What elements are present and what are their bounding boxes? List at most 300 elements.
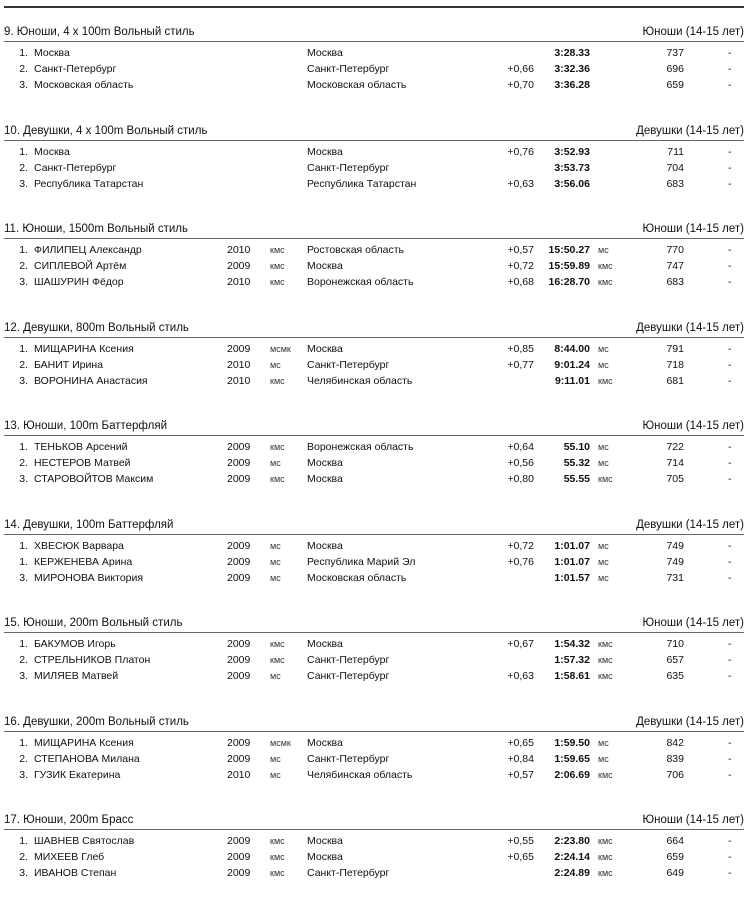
reaction-time: +0,76 [507,146,534,158]
athlete-name: Москва [34,146,70,158]
result-rank: кмс [598,770,613,780]
result-row [4,473,744,489]
sport-rank: кмс [270,868,285,878]
result-row [4,359,744,375]
region: Москва [307,851,343,863]
event-header [4,813,744,830]
birth-year: 2009 [227,835,251,847]
results-list [4,47,744,95]
sport-rank: кмс [270,836,285,846]
region: Москва [307,457,343,469]
athlete-name: СТАРОВОЙТОВ Максим [34,473,154,485]
region: Воронежская область [307,441,414,453]
birth-year: 2010 [227,244,251,256]
event-age-group: Девушки (14-15 лет) [636,519,744,531]
region: Санкт-Петербург [307,867,390,879]
event-header [4,321,744,338]
result-rank: кмс [598,639,613,649]
points: 718 [666,359,684,371]
result-row [4,276,744,292]
event-title: 10. Девушки, 4 x 100m Вольный стиль [4,125,208,137]
points: 705 [666,473,684,485]
event-header [4,518,744,535]
result-rank: кмс [598,836,613,846]
athlete-name: НЕСТЕРОВ Матвей [34,457,131,469]
region: Москва [307,473,343,485]
event-block [4,715,744,785]
birth-year: 2009 [227,556,251,568]
result-time: 1:57.32 [554,654,590,666]
region: Санкт-Петербург [307,63,390,75]
region: Санкт-Петербург [307,753,390,765]
birth-year: 2009 [227,441,251,453]
athlete-name: СТЕПАНОВА Милана [34,753,140,765]
athlete-name: ШАВНЕВ Святослав [34,835,135,847]
birth-year: 2009 [227,737,251,749]
reaction-time: +0,65 [507,737,534,749]
points: 657 [666,654,684,666]
event-age-group: Девушки (14-15 лет) [636,322,744,334]
result-row [4,556,744,572]
result-time: 8:44.00 [554,343,590,355]
event-title: 9. Юноши, 4 x 100m Вольный стиль [4,26,195,38]
reaction-time: +0,85 [507,343,534,355]
dash: - [728,867,732,879]
result-rank: мс [598,245,609,255]
athlete-name: ГУЗИК Екатерина [34,769,121,781]
event-title: 15. Юноши, 200m Вольный стиль [4,617,183,629]
reaction-time: +0,57 [507,244,534,256]
reaction-time: +0,76 [507,556,534,568]
result-rank: кмс [598,277,613,287]
result-time: 16:28.70 [548,276,590,288]
result-rank: кмс [598,671,613,681]
athlete-name: ВОРОНИНА Анастасия [34,375,148,387]
event-block [4,518,744,588]
sport-rank: мс [270,458,281,468]
event-age-group: Юноши (14-15 лет) [642,26,744,38]
result-rank: мс [598,458,609,468]
dash: - [728,556,732,568]
place: 1. [19,47,28,59]
place: 1. [19,441,28,453]
dash: - [728,769,732,781]
result-row [4,867,744,883]
place: 3. [19,867,28,879]
result-rank: мс [598,344,609,354]
result-row [4,47,744,63]
dash: - [728,753,732,765]
place: 1. [19,638,28,650]
sport-rank: мс [270,671,281,681]
reaction-time: +0,70 [507,79,534,91]
reaction-time: +0,63 [507,178,534,190]
region: Челябинская область [307,769,413,781]
result-row [4,737,744,753]
sport-rank: кмс [270,639,285,649]
points: 706 [666,769,684,781]
event-block [4,321,744,391]
region: Московская область [307,572,407,584]
result-row [4,769,744,785]
sport-rank: кмс [270,245,285,255]
event-age-group: Юноши (14-15 лет) [642,814,744,826]
result-row [4,178,744,194]
region: Республика Татарстан [307,178,417,190]
region: Санкт-Петербург [307,162,390,174]
points: 737 [666,47,684,59]
points: 659 [666,79,684,91]
athlete-name: БАНИТ Ирина [34,359,104,371]
result-row [4,638,744,654]
points: 749 [666,540,684,552]
result-rank: кмс [598,376,613,386]
points: 722 [666,441,684,453]
dash: - [728,260,732,272]
place: 1. [19,343,28,355]
athlete-name: МИРОНОВА Виктория [34,572,144,584]
reaction-time: +0,63 [507,670,534,682]
athlete-name: ФИЛИПЕЦ Александр [34,244,142,256]
result-rank: мс [598,442,609,452]
sport-rank: кмс [270,655,285,665]
place: 3. [19,769,28,781]
results-list [4,540,744,588]
region: Санкт-Петербург [307,359,390,371]
athlete-name: Москва [34,47,70,59]
result-row [4,260,744,276]
points: 711 [667,146,684,158]
birth-year: 2009 [227,343,251,355]
birth-year: 2009 [227,540,251,552]
birth-year: 2010 [227,276,251,288]
place: 1. [19,737,28,749]
result-rank: кмс [598,852,613,862]
birth-year: 2009 [227,851,251,863]
reaction-time: +0,65 [507,851,534,863]
event-block [4,813,744,883]
event-header [4,715,744,732]
dash: - [728,178,732,190]
dash: - [728,473,732,485]
birth-year: 2009 [227,638,251,650]
event-block [4,124,744,194]
birth-year: 2010 [227,359,251,371]
dash: - [728,162,732,174]
place: 1. [19,540,28,552]
result-rank: мс [598,557,609,567]
points: 659 [666,851,684,863]
event-title: 12. Девушки, 800m Вольный стиль [4,322,189,334]
birth-year: 2009 [227,670,251,682]
birth-year: 2009 [227,260,251,272]
athlete-name: ИВАНОВ Степан [34,867,117,879]
event-age-group: Юноши (14-15 лет) [642,420,744,432]
athlete-name: МИЛЯЕВ Матвей [34,670,119,682]
result-time: 2:23.80 [554,835,590,847]
result-row [4,540,744,556]
result-time: 3:36.28 [554,79,590,91]
place: 3. [19,375,28,387]
event-title: 13. Юноши, 100m Баттерфляй [4,420,168,432]
dash: - [728,63,732,75]
results-list [4,638,744,686]
results-list [4,835,744,883]
sport-rank: мсмк [270,738,291,748]
points: 704 [666,162,684,174]
place: 2. [19,457,28,469]
athlete-name: МИЩАРИНА Ксения [34,343,134,355]
reaction-time: +0,68 [507,276,534,288]
result-rank: мс [598,573,609,583]
result-row [4,162,744,178]
place: 2. [19,162,28,174]
dash: - [728,343,732,355]
result-row [4,654,744,670]
points: 731 [666,572,684,584]
points: 749 [666,556,684,568]
dash: - [728,851,732,863]
event-age-group: Юноши (14-15 лет) [642,617,744,629]
dash: - [728,638,732,650]
region: Москва [307,343,343,355]
region: Челябинская область [307,375,413,387]
dash: - [728,375,732,387]
event-block [4,25,744,95]
region: Республика Марий Эл [307,556,416,568]
points: 664 [666,835,684,847]
sport-rank: кмс [270,474,285,484]
result-time: 3:28.33 [554,47,590,59]
event-header [4,124,744,141]
athlete-name: Санкт-Петербург [34,63,117,75]
dash: - [728,146,732,158]
sport-rank: мс [270,541,281,551]
result-row [4,835,744,851]
birth-year: 2009 [227,572,251,584]
region: Москва [307,260,343,272]
dash: - [728,540,732,552]
region: Москва [307,835,343,847]
result-rank: мс [598,541,609,551]
result-time: 15:59.89 [548,260,590,272]
region: Москва [307,540,343,552]
result-time: 2:24.89 [554,867,590,879]
result-row [4,441,744,457]
dash: - [728,359,732,371]
reaction-time: +0,57 [507,769,534,781]
result-time: 55.32 [563,457,590,469]
sport-rank: кмс [270,376,285,386]
place: 2. [19,260,28,272]
region: Москва [307,638,343,650]
results-list [4,343,744,391]
place: 2. [19,359,28,371]
points: 842 [666,737,684,749]
result-row [4,851,744,867]
event-age-group: Девушки (14-15 лет) [636,125,744,137]
points: 649 [666,867,684,879]
athlete-name: ТЕНЬКОВ Арсений [34,441,128,453]
result-time: 3:56.06 [554,178,590,190]
dash: - [728,572,732,584]
event-title: 11. Юноши, 1500m Вольный стиль [4,223,188,235]
points: 770 [666,244,684,256]
dash: - [728,441,732,453]
place: 3. [19,276,28,288]
result-rank: кмс [598,868,613,878]
event-block [4,419,744,489]
result-row [4,457,744,473]
sport-rank: кмс [270,277,285,287]
points: 683 [666,178,684,190]
result-row [4,753,744,769]
dash: - [728,276,732,288]
place: 3. [19,178,28,190]
result-time: 1:01.57 [554,572,590,584]
event-header [4,419,744,436]
event-title: 16. Девушки, 200m Вольный стиль [4,716,189,728]
result-time: 55.55 [563,473,590,485]
place: 3. [19,79,28,91]
place: 1. [19,146,28,158]
result-time: 2:24.14 [554,851,590,863]
birth-year: 2010 [227,375,251,387]
dash: - [728,654,732,666]
result-time: 1:59.50 [554,737,590,749]
birth-year: 2009 [227,654,251,666]
result-row [4,670,744,686]
athlete-name: Республика Татарстан [34,178,144,190]
reaction-time: +0,77 [507,359,534,371]
points: 791 [666,343,684,355]
place: 2. [19,654,28,666]
event-title: 17. Юноши, 200m Брасс [4,814,134,826]
event-header [4,222,744,239]
points: 696 [666,63,684,75]
place: 1. [19,835,28,847]
points: 683 [666,276,684,288]
sport-rank: мс [270,754,281,764]
reaction-time: +0,55 [507,835,534,847]
sport-rank: кмс [270,261,285,271]
region: Санкт-Петербург [307,654,390,666]
result-rank: кмс [598,474,613,484]
region: Санкт-Петербург [307,670,390,682]
points: 839 [666,753,684,765]
points: 710 [666,638,684,650]
event-age-group: Девушки (14-15 лет) [636,716,744,728]
result-time: 9:01.24 [554,359,590,371]
athlete-name: МИЩАРИНА Ксения [34,737,134,749]
athlete-name: ХВЕСЮК Варвара [34,540,124,552]
event-block [4,616,744,686]
event-block [4,222,744,292]
dash: - [728,670,732,682]
sport-rank: кмс [270,852,285,862]
region: Москва [307,737,343,749]
result-time: 55.10 [563,441,590,453]
result-row [4,343,744,359]
dash: - [728,737,732,749]
results-list [4,244,744,292]
result-rank: мс [598,360,609,370]
athlete-name: СТРЕЛЬНИКОВ Платон [34,654,151,666]
result-row [4,146,744,162]
points: 681 [666,375,684,387]
athlete-name: Московская область [34,79,134,91]
result-time: 3:52.93 [554,146,590,158]
points: 747 [666,260,684,272]
points: 635 [666,670,684,682]
birth-year: 2009 [227,457,251,469]
result-rank: кмс [598,655,613,665]
sport-rank: мсмк [270,344,291,354]
result-time: 1:59.65 [554,753,590,765]
results-list [4,146,744,194]
region: Москва [307,146,343,158]
result-row [4,63,744,79]
points: 714 [666,457,684,469]
result-row [4,79,744,95]
sport-rank: мс [270,360,281,370]
results-list [4,441,744,489]
dash: - [728,47,732,59]
reaction-time: +0,64 [507,441,534,453]
birth-year: 2009 [227,753,251,765]
place: 1. [19,244,28,256]
birth-year: 2009 [227,473,251,485]
event-header [4,25,744,42]
event-title: 14. Девушки, 100m Баттерфляй [4,519,174,531]
athlete-name: Санкт-Петербург [34,162,117,174]
result-time: 9:11.01 [554,375,590,387]
place: 3. [19,572,28,584]
sport-rank: кмс [270,442,285,452]
birth-year: 2010 [227,769,251,781]
result-time: 1:54.32 [554,638,590,650]
athlete-name: БАКУМОВ Игорь [34,638,116,650]
place: 3. [19,473,28,485]
athlete-name: КЕРЖЕНЕВА Арина [34,556,133,568]
place: 2. [19,753,28,765]
place: 2. [19,851,28,863]
place: 2. [19,63,28,75]
reaction-time: +0,72 [507,540,534,552]
results-list [4,737,744,785]
sport-rank: мс [270,573,281,583]
dash: - [728,244,732,256]
birth-year: 2009 [227,867,251,879]
result-row [4,244,744,260]
event-age-group: Юноши (14-15 лет) [642,223,744,235]
region: Ростовская область [307,244,405,256]
dash: - [728,457,732,469]
place: 1. [19,556,28,568]
reaction-time: +0,84 [507,753,534,765]
reaction-time: +0,80 [507,473,534,485]
dash: - [728,79,732,91]
sport-rank: мс [270,557,281,567]
athlete-name: СИПЛЕВОЙ Артём [34,260,127,272]
result-rank: кмс [598,261,613,271]
result-row [4,572,744,588]
result-time: 1:58.61 [554,670,590,682]
result-time: 2:06.69 [554,769,590,781]
region: Московская область [307,79,407,91]
top-rule [4,6,744,8]
athlete-name: МИХЕЕВ Глеб [34,851,105,863]
